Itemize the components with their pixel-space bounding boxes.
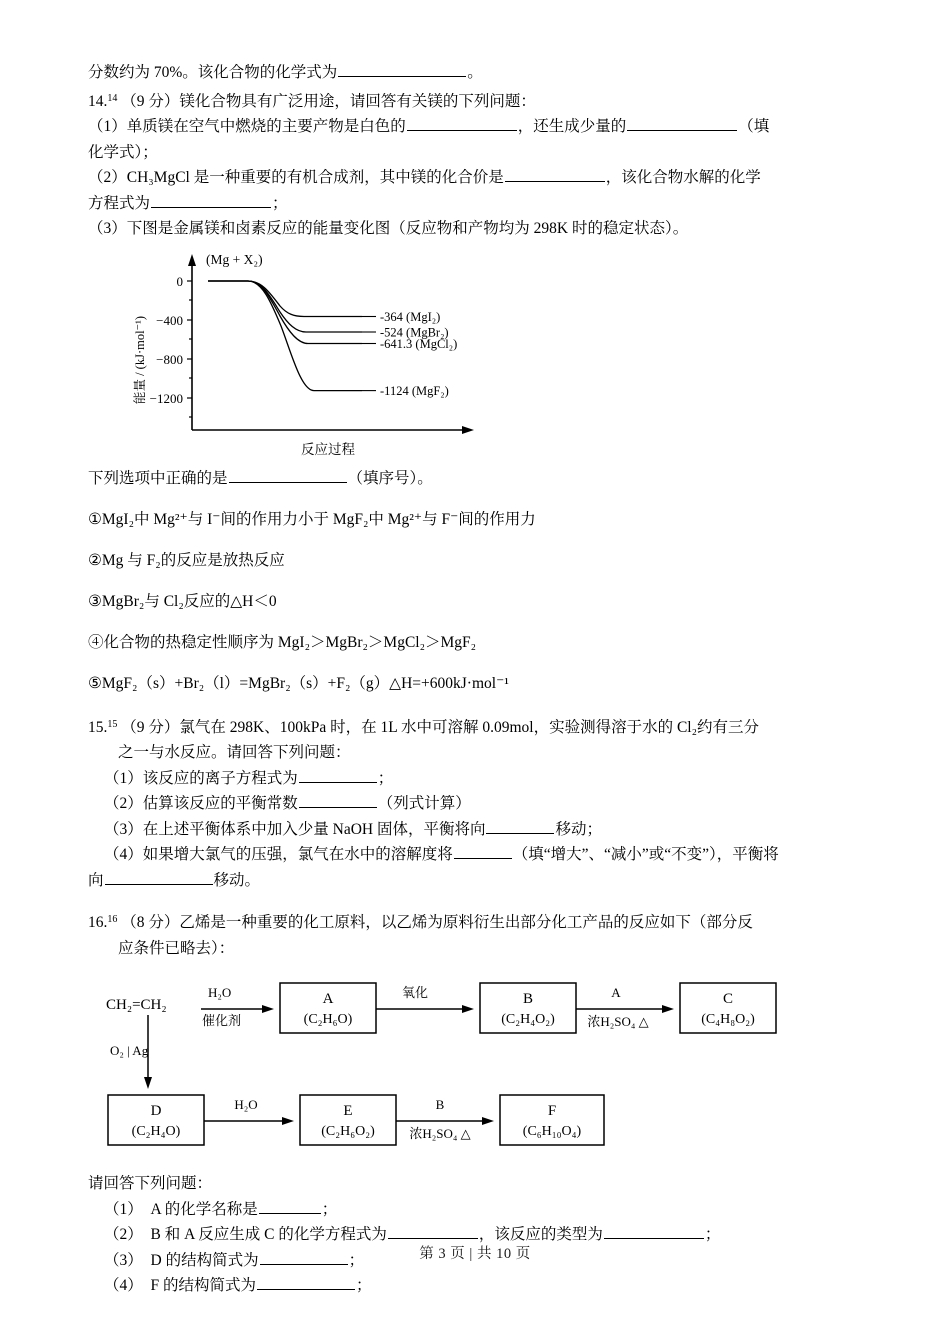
answer-blank[interactable] [454,843,512,859]
arrow-label-ethene-to-A-above: H₂O [208,985,232,1000]
arrow-label-A-to-B-above: 氧化 [402,985,429,1000]
q15-p4-text-a: （4）如果增大氯气的压强，氯气在水中的溶解度将 [104,846,453,863]
q14-p1-text-c: （填 [738,118,770,135]
answer-blank[interactable] [151,192,271,208]
flow-node-F [500,1095,604,1145]
question-14-option-5: ⑤MgF₂（s）+Br₂（l）=MgBr₂（s）+F₂（g）△H=+600kJ·mol⁻¹ [88,674,509,692]
question-15-stem-line1 [88,712,866,741]
arrow-label-B-to-C-above: A [611,985,621,1000]
energy-diagram-svg [128,248,488,463]
flow-node-C-name: C [722,991,734,1007]
curve-MgI2 [208,281,362,317]
question-14-part3 [88,216,866,242]
q14-p1-text-b: ，还生成少量的 [517,118,627,135]
reaction-flowchart-container [88,971,866,1171]
q16-p3-text-a: （3） D 的结构简式为 [104,1251,259,1269]
flow-node-D-formula: (C₂H₄O) [131,1124,181,1139]
flow-node-F-name: F [547,1103,557,1119]
q14-p2-text-c: 方程式为 [88,194,151,212]
question-16-superscript: 16 [107,914,118,925]
answer-blank[interactable] [105,869,213,885]
q15-p2-text-a: （2）估算该反应的平衡常数 [104,795,298,812]
q16-p1-text-b: ； [321,1200,338,1218]
energy-diagram [128,248,488,463]
question-14-part1-line1 [88,114,866,140]
flow-node-A-name: A [322,991,334,1007]
energy-diagram-container [88,248,866,466]
answer-blank[interactable] [338,61,466,77]
answer-blank[interactable] [505,166,605,182]
q15-p2-text-b: （列式计算） [377,795,471,812]
question-14-option-3: ③MgBr₂与 Cl₂反应的△H＜0 [88,592,277,610]
flow-node-F-formula: (C₆H₁₀O₄) [522,1124,582,1139]
question-14-number: 14. [88,92,108,110]
carryover-text-after: 。 [467,64,483,81]
q16-p2-text-b: ，该反应的类型为 [478,1226,603,1243]
answer-blank[interactable] [299,767,377,783]
question-14-option-4: ④化合物的热稳定性顺序为 MgI₂＞MgBr₂＞MgCl₂＞MgF₂ [88,633,477,651]
q14-p1-text-a: （1）单质镁在空气中燃烧的主要产物是白色的 [88,118,406,135]
question-15-stem-line2: 之一与水反应。请回答下列问题： [118,744,351,761]
question-16-stem-line2: 应条件已略去）： [118,939,235,957]
q15-p4-text-b: （填“增大”、“减小”或“不变”），平衡将 [512,846,779,863]
page-content [88,60,866,1299]
q14-select-text-a: 下列选项中正确的是 [88,469,228,487]
chart-reactant-label: (Mg + X₂) [206,251,263,267]
carryover-line [88,60,866,86]
q14-p2-text-d: ； [272,194,288,212]
curve-MgCl2 [208,281,362,344]
question-15-superscript: 15 [107,718,118,730]
flow-node-E-name: E [343,1103,353,1119]
data-label-MgBr2: -524 (MgBr₂) [380,325,449,339]
q15-p1-text-b: ； [377,769,394,787]
flow-node-B-formula: (C₂H₄O₂) [501,1012,555,1027]
q15-p3-text-a: （3）在上述平衡体系中加入少量 NaOH 固体，平衡将向 [104,820,486,838]
question-14-part2-line2 [88,191,866,217]
question-16-stem-line1 [88,907,866,936]
arrow-label-D-to-E: H₂O [234,1097,258,1112]
answer-blank[interactable] [627,115,737,131]
question-14-part1-line2 [88,140,866,166]
answer-blank[interactable] [604,1223,704,1239]
q14-select-text-b: （填序号）。 [347,469,433,487]
flow-node-D [108,1095,204,1145]
question-15-part1 [88,766,866,792]
q14-p3-text: （3）下图是金属镁和卤素反应的能量变化图（反应物和产物均为 298K 时的稳定状态）。 [88,220,689,237]
x-axis-title: 反应过程 [301,441,355,457]
answer-blank[interactable] [229,467,347,483]
question-15-part2 [88,791,866,817]
flow-node-E [300,1095,396,1145]
y-tick-label-400: −400 [156,312,183,328]
q16-p4-text-a: （4） F 的结构简式为 [104,1277,256,1294]
y-tick-label-0: 0 [176,273,183,289]
question-14-option-1: ①MgI₂中 Mg²⁺与 I⁻间的作用力小于 MgF₂中 Mg²⁺与 F⁻间的作用力 [88,510,536,528]
y-axis-title: 能量 / (kJ·mol⁻¹) [133,315,147,404]
section-spacer [88,893,866,907]
data-label-MgCl2: -641.3 (MgCl₂) [380,336,458,351]
answer-blank[interactable] [299,792,377,808]
q15-p1-text-a: （1）该反应的离子方程式为 [104,769,298,787]
data-label-MgI2: -364 (MgI₂) [380,309,441,324]
arrow-label-E-to-F-above: B [435,1097,445,1112]
question-14-stem-text: （9 分）镁化合物具有广泛用途，请回答有关镁的下列问题： [121,92,536,110]
arrow-D-to-E [204,1117,294,1125]
flow-node-A [280,983,376,1033]
flow-node-E-formula: (C₂H₆O₂) [321,1124,375,1139]
q16-p2-text-a: （2） B 和 A 反应生成 C 的化学方程式为 [104,1226,387,1243]
q16-p4-text-b: ； [356,1277,372,1294]
q14-p2-text-b: ，该化合物水解的化学 [605,169,761,186]
arrow-B-to-C [576,1005,674,1013]
flow-start-label: CH₂=CH₂ [106,997,167,1013]
answer-blank[interactable] [486,818,554,834]
question-16-part1 [88,1197,866,1223]
flow-node-C [680,983,776,1033]
answer-blank[interactable] [388,1223,478,1239]
answer-blank[interactable] [257,1274,355,1290]
q16-p1-text-a: （1） A 的化学名称是 [104,1200,258,1218]
question-14-select-prompt [88,466,866,492]
carryover-text-before: 分数约为 70%。该化合物的化学式为 [88,64,338,81]
question-16-part4 [88,1273,866,1299]
x-axis [192,426,474,434]
page-footer: 第 3 页 | 共 10 页 [419,1246,531,1262]
answer-blank[interactable] [259,1198,321,1214]
q15-p4-text-c: 向 [88,871,104,889]
y-tick-label-800: −800 [156,351,183,367]
q16-stem-text-1: （8 分）乙烯是一种重要的化工原料，以乙烯为原料衍生出部分化工产品的反应如下（部分反 [121,914,753,931]
curve-MgF2 [208,281,362,391]
question-15-number: 15. [88,718,108,736]
question-16-answer-prompt: 请回答下列问题： [88,1175,213,1192]
reaction-flowchart [96,971,866,1171]
flow-node-C-formula: (C₄H₈O₂) [701,1012,755,1027]
question-14-superscript: 14 [107,92,118,104]
q14-p1-text-d: 化学式）； [88,143,158,161]
q15-p4-text-d: 移动。 [213,871,261,889]
answer-blank[interactable] [407,115,517,131]
question-15-part3 [88,817,866,843]
data-label-MgF2: -1124 (MgF₂) [380,383,449,398]
arrow-ethene-to-A [201,1005,274,1013]
arrow-A-to-B [376,1005,474,1013]
arrow-label-ethene-to-A-below: 催化剂 [202,1013,242,1028]
flow-node-A-formula: (C₂H₆O) [303,1012,353,1027]
q16-p2-text-c: ； [704,1226,721,1243]
flow-node-D-name: D [150,1103,162,1119]
q15-stem-text-1: （9 分）氯气在 298K、100kPa 时，在 1L 水中可溶解 0.09mol，实验测得溶于水的 Cl₂约有三分 [121,718,759,736]
question-16-number: 16. [88,914,108,931]
arrow-label-B-to-C-below: 浓H₂SO₄ △ [587,1014,649,1029]
q15-p3-text-b: 移动； [555,820,602,838]
question-15-part4-line2 [88,868,866,894]
arrow-label-ethene-to-D: O₂ | Ag [110,1043,149,1058]
y-tick-label-1200: −1200 [149,390,183,406]
q16-p3-text-b: ； [348,1251,365,1269]
question-14-stem [88,86,866,115]
arrow-E-to-F [396,1117,494,1125]
question-14-part2-line1 [88,165,866,191]
flow-node-B-name: B [522,991,534,1007]
question-15-part4-line1 [88,842,866,868]
flow-node-B [480,983,576,1033]
curve-leader-lines [362,316,376,390]
q14-p2-text-a: （2）CH₃MgCl 是一种重要的有机合成剂，其中镁的化合价是 [88,169,504,186]
arrow-label-E-to-F-below: 浓H₂SO₄ △ [409,1126,471,1141]
y-axis [188,254,196,430]
reaction-flowchart-svg [96,971,866,1171]
question-14-option-2: ②Mg 与 F₂的反应是放热反应 [88,551,285,569]
